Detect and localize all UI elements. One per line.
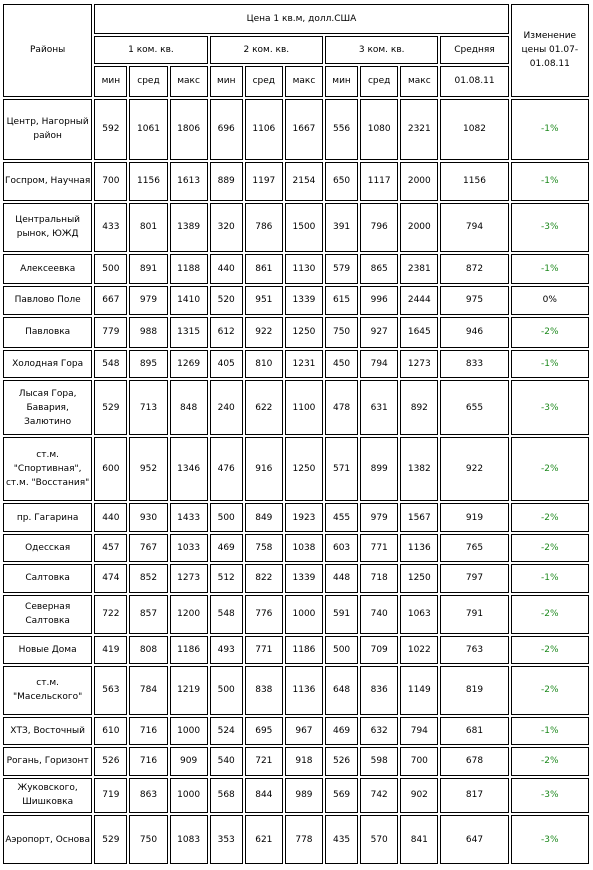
1room-min-cell: 526 [94, 747, 127, 775]
1room-avg-cell: 767 [129, 534, 167, 562]
sub-header-min: мин [94, 66, 127, 97]
district-cell: Лысая Гора, Бавария, Залютино [3, 380, 92, 435]
1room-max-cell: 1219 [170, 666, 208, 714]
average-header: Средняя [440, 36, 508, 64]
2room-max-cell: 1500 [285, 203, 323, 253]
3room-max-cell: 2444 [400, 286, 438, 316]
2room-min-cell: 696 [210, 99, 243, 160]
2room-min-cell: 240 [210, 380, 243, 435]
average-cell: 946 [440, 317, 508, 348]
average-date-header: 01.08.11 [440, 66, 508, 97]
1room-max-cell: 909 [170, 747, 208, 775]
sub-header-avg: сред [245, 66, 283, 97]
2room-max-cell: 1339 [285, 564, 323, 592]
1room-max-cell: 1613 [170, 162, 208, 201]
1room-max-cell: 1315 [170, 317, 208, 348]
2room-avg-cell: 916 [245, 437, 283, 501]
2room-max-cell: 778 [285, 815, 323, 864]
group-header-1room: 1 ком. кв. [94, 36, 207, 64]
group-header-3room: 3 ком. кв. [325, 36, 438, 64]
district-cell: Холодная Гора [3, 350, 92, 378]
3room-avg-cell: 1080 [360, 99, 398, 160]
2room-min-cell: 493 [210, 636, 243, 664]
average-cell: 678 [440, 747, 508, 775]
2room-min-cell: 512 [210, 564, 243, 592]
sub-header-max: макс [170, 66, 208, 97]
2room-max-cell: 1000 [285, 595, 323, 634]
1room-min-cell: 440 [94, 503, 127, 531]
1room-min-cell: 500 [94, 254, 127, 284]
average-cell: 975 [440, 286, 508, 316]
3room-max-cell: 2000 [400, 162, 438, 201]
3room-max-cell: 794 [400, 717, 438, 745]
1room-min-cell: 433 [94, 203, 127, 253]
2room-avg-cell: 844 [245, 778, 283, 814]
2room-min-cell: 568 [210, 778, 243, 814]
2room-max-cell: 918 [285, 747, 323, 775]
2room-avg-cell: 786 [245, 203, 283, 253]
2room-max-cell: 1038 [285, 534, 323, 562]
3room-min-cell: 469 [325, 717, 358, 745]
1room-min-cell: 779 [94, 317, 127, 348]
change-cell: -1% [511, 162, 589, 201]
3room-avg-cell: 598 [360, 747, 398, 775]
1room-avg-cell: 979 [129, 286, 167, 316]
2room-min-cell: 476 [210, 437, 243, 501]
1room-avg-cell: 988 [129, 317, 167, 348]
2room-max-cell: 1339 [285, 286, 323, 316]
district-cell: ст.м. "Масельского" [3, 666, 92, 714]
change-cell: -1% [511, 254, 589, 284]
district-cell: Госпром, Научная [3, 162, 92, 201]
1room-avg-cell: 895 [129, 350, 167, 378]
table-row [3, 380, 589, 435]
2room-avg-cell: 1197 [245, 162, 283, 201]
3room-max-cell: 700 [400, 747, 438, 775]
3room-avg-cell: 771 [360, 534, 398, 562]
3room-min-cell: 591 [325, 595, 358, 634]
1room-max-cell: 1273 [170, 564, 208, 592]
3room-avg-cell: 742 [360, 778, 398, 814]
2room-min-cell: 469 [210, 534, 243, 562]
2room-max-cell: 967 [285, 717, 323, 745]
3room-max-cell: 1567 [400, 503, 438, 531]
3room-min-cell: 615 [325, 286, 358, 316]
table-row [3, 717, 589, 745]
2room-max-cell: 1923 [285, 503, 323, 531]
2room-avg-cell: 621 [245, 815, 283, 864]
average-cell: 872 [440, 254, 508, 284]
3room-avg-cell: 709 [360, 636, 398, 664]
3room-avg-cell: 927 [360, 317, 398, 348]
change-cell: -1% [511, 350, 589, 378]
district-cell: Алексеевка [3, 254, 92, 284]
2room-min-cell: 440 [210, 254, 243, 284]
2room-max-cell: 1667 [285, 99, 323, 160]
3room-avg-cell: 979 [360, 503, 398, 531]
table-row [3, 254, 589, 284]
table-row [3, 564, 589, 592]
3room-max-cell: 1149 [400, 666, 438, 714]
districts-header: Районы [3, 4, 92, 97]
2room-min-cell: 540 [210, 747, 243, 775]
3room-min-cell: 455 [325, 503, 358, 531]
3room-max-cell: 1645 [400, 317, 438, 348]
1room-min-cell: 700 [94, 162, 127, 201]
2room-max-cell: 1100 [285, 380, 323, 435]
2room-min-cell: 500 [210, 503, 243, 531]
3room-avg-cell: 796 [360, 203, 398, 253]
average-cell: 919 [440, 503, 508, 531]
2room-min-cell: 548 [210, 595, 243, 634]
1room-avg-cell: 1061 [129, 99, 167, 160]
1room-min-cell: 722 [94, 595, 127, 634]
1room-max-cell: 1000 [170, 778, 208, 814]
3room-max-cell: 1136 [400, 534, 438, 562]
2room-avg-cell: 695 [245, 717, 283, 745]
2room-avg-cell: 721 [245, 747, 283, 775]
change-cell: -1% [511, 99, 589, 160]
3room-avg-cell: 1117 [360, 162, 398, 201]
3room-max-cell: 1022 [400, 636, 438, 664]
district-cell: Рогань, Горизонт [3, 747, 92, 775]
2room-max-cell: 2154 [285, 162, 323, 201]
average-cell: 655 [440, 380, 508, 435]
3room-max-cell: 2321 [400, 99, 438, 160]
3room-avg-cell: 865 [360, 254, 398, 284]
3room-avg-cell: 794 [360, 350, 398, 378]
1room-avg-cell: 1156 [129, 162, 167, 201]
1room-min-cell: 548 [94, 350, 127, 378]
average-cell: 1082 [440, 99, 508, 160]
average-cell: 833 [440, 350, 508, 378]
sub-header-max: макс [285, 66, 323, 97]
price-table [1, 2, 591, 866]
3room-avg-cell: 718 [360, 564, 398, 592]
district-cell: Жуковского, Шишковка [3, 778, 92, 814]
3room-max-cell: 841 [400, 815, 438, 864]
table-row [3, 317, 589, 348]
2room-min-cell: 320 [210, 203, 243, 253]
district-cell: Одесская [3, 534, 92, 562]
2room-min-cell: 524 [210, 717, 243, 745]
change-cell: -1% [511, 717, 589, 745]
district-cell: Аэропорт, Основа [3, 815, 92, 864]
average-cell: 794 [440, 203, 508, 253]
1room-max-cell: 1346 [170, 437, 208, 501]
average-cell: 763 [440, 636, 508, 664]
table-row [3, 350, 589, 378]
2room-max-cell: 989 [285, 778, 323, 814]
district-cell: ХТЗ, Восточный [3, 717, 92, 745]
1room-max-cell: 848 [170, 380, 208, 435]
table-row [3, 203, 589, 253]
table-row [3, 99, 589, 160]
average-cell: 817 [440, 778, 508, 814]
3room-avg-cell: 632 [360, 717, 398, 745]
price-title-header: Цена 1 кв.м, долл.США [94, 4, 508, 34]
average-cell: 647 [440, 815, 508, 864]
header-row-1 [3, 4, 589, 34]
1room-avg-cell: 716 [129, 717, 167, 745]
3room-min-cell: 603 [325, 534, 358, 562]
1room-max-cell: 1033 [170, 534, 208, 562]
3room-max-cell: 902 [400, 778, 438, 814]
change-cell: -2% [511, 317, 589, 348]
2room-avg-cell: 1106 [245, 99, 283, 160]
2room-min-cell: 500 [210, 666, 243, 714]
3room-avg-cell: 996 [360, 286, 398, 316]
district-cell: Северная Салтовка [3, 595, 92, 634]
1room-min-cell: 529 [94, 380, 127, 435]
2room-avg-cell: 849 [245, 503, 283, 531]
3room-min-cell: 391 [325, 203, 358, 253]
district-cell: Салтовка [3, 564, 92, 592]
3room-min-cell: 556 [325, 99, 358, 160]
1room-avg-cell: 952 [129, 437, 167, 501]
1room-min-cell: 667 [94, 286, 127, 316]
3room-avg-cell: 836 [360, 666, 398, 714]
1room-min-cell: 419 [94, 636, 127, 664]
1room-max-cell: 1200 [170, 595, 208, 634]
district-cell: пр. Гагарина [3, 503, 92, 531]
2room-max-cell: 1250 [285, 317, 323, 348]
3room-max-cell: 2381 [400, 254, 438, 284]
2room-avg-cell: 861 [245, 254, 283, 284]
3room-max-cell: 1382 [400, 437, 438, 501]
sub-header-max: макс [400, 66, 438, 97]
1room-min-cell: 610 [94, 717, 127, 745]
3room-min-cell: 571 [325, 437, 358, 501]
1room-min-cell: 529 [94, 815, 127, 864]
sub-header-min: мин [210, 66, 243, 97]
1room-min-cell: 592 [94, 99, 127, 160]
2room-min-cell: 612 [210, 317, 243, 348]
3room-max-cell: 1063 [400, 595, 438, 634]
3room-avg-cell: 631 [360, 380, 398, 435]
1room-min-cell: 600 [94, 437, 127, 501]
change-cell: -2% [511, 437, 589, 501]
3room-min-cell: 650 [325, 162, 358, 201]
3room-min-cell: 448 [325, 564, 358, 592]
1room-min-cell: 719 [94, 778, 127, 814]
table-row [3, 534, 589, 562]
table-row [3, 747, 589, 775]
1room-avg-cell: 863 [129, 778, 167, 814]
table-row [3, 595, 589, 634]
change-cell: -1% [511, 564, 589, 592]
2room-avg-cell: 776 [245, 595, 283, 634]
3room-max-cell: 1273 [400, 350, 438, 378]
1room-avg-cell: 808 [129, 636, 167, 664]
2room-max-cell: 1186 [285, 636, 323, 664]
change-cell: -2% [511, 747, 589, 775]
change-header: Изменение цены 01.07-01.08.11 [511, 4, 589, 97]
2room-avg-cell: 951 [245, 286, 283, 316]
change-cell: -3% [511, 815, 589, 864]
3room-max-cell: 1250 [400, 564, 438, 592]
3room-max-cell: 2000 [400, 203, 438, 253]
change-cell: -3% [511, 778, 589, 814]
3room-avg-cell: 570 [360, 815, 398, 864]
average-cell: 1156 [440, 162, 508, 201]
change-cell: -2% [511, 503, 589, 531]
change-cell: 0% [511, 286, 589, 316]
group-header-2room: 2 ком. кв. [210, 36, 323, 64]
2room-avg-cell: 810 [245, 350, 283, 378]
2room-max-cell: 1250 [285, 437, 323, 501]
2room-avg-cell: 838 [245, 666, 283, 714]
table-row [3, 286, 589, 316]
1room-min-cell: 563 [94, 666, 127, 714]
1room-max-cell: 1410 [170, 286, 208, 316]
3room-max-cell: 892 [400, 380, 438, 435]
3room-min-cell: 450 [325, 350, 358, 378]
1room-avg-cell: 716 [129, 747, 167, 775]
change-cell: -2% [511, 534, 589, 562]
2room-min-cell: 889 [210, 162, 243, 201]
2room-avg-cell: 822 [245, 564, 283, 592]
district-cell: Центр, Нагорный район [3, 99, 92, 160]
3room-min-cell: 648 [325, 666, 358, 714]
change-cell: -3% [511, 380, 589, 435]
1room-max-cell: 1186 [170, 636, 208, 664]
1room-min-cell: 474 [94, 564, 127, 592]
1room-avg-cell: 857 [129, 595, 167, 634]
sub-header-min: мин [325, 66, 358, 97]
table-row [3, 162, 589, 201]
2room-min-cell: 353 [210, 815, 243, 864]
1room-avg-cell: 852 [129, 564, 167, 592]
average-cell: 791 [440, 595, 508, 634]
1room-avg-cell: 713 [129, 380, 167, 435]
average-cell: 765 [440, 534, 508, 562]
1room-max-cell: 1389 [170, 203, 208, 253]
table-row [3, 503, 589, 531]
1room-max-cell: 1083 [170, 815, 208, 864]
3room-avg-cell: 899 [360, 437, 398, 501]
table-row [3, 636, 589, 664]
1room-max-cell: 1433 [170, 503, 208, 531]
sub-header-avg: сред [129, 66, 167, 97]
2room-max-cell: 1136 [285, 666, 323, 714]
average-cell: 681 [440, 717, 508, 745]
2room-max-cell: 1130 [285, 254, 323, 284]
1room-max-cell: 1806 [170, 99, 208, 160]
1room-avg-cell: 750 [129, 815, 167, 864]
district-cell: Павловка [3, 317, 92, 348]
change-cell: -2% [511, 595, 589, 634]
change-cell: -2% [511, 666, 589, 714]
2room-min-cell: 405 [210, 350, 243, 378]
table-row [3, 815, 589, 864]
average-cell: 797 [440, 564, 508, 592]
district-cell: Центральный рынок, ЮЖД [3, 203, 92, 253]
3room-avg-cell: 740 [360, 595, 398, 634]
3room-min-cell: 750 [325, 317, 358, 348]
1room-min-cell: 457 [94, 534, 127, 562]
change-cell: -2% [511, 636, 589, 664]
2room-avg-cell: 771 [245, 636, 283, 664]
1room-avg-cell: 930 [129, 503, 167, 531]
1room-max-cell: 1188 [170, 254, 208, 284]
1room-max-cell: 1269 [170, 350, 208, 378]
change-cell: -3% [511, 203, 589, 253]
district-cell: Новые Дома [3, 636, 92, 664]
table-row [3, 437, 589, 501]
2room-max-cell: 1231 [285, 350, 323, 378]
2room-avg-cell: 922 [245, 317, 283, 348]
table-row [3, 666, 589, 714]
2room-avg-cell: 758 [245, 534, 283, 562]
2room-avg-cell: 622 [245, 380, 283, 435]
district-cell: Павлово Поле [3, 286, 92, 316]
district-cell: ст.м. "Спортивная", ст.м. "Восстания" [3, 437, 92, 501]
3room-min-cell: 526 [325, 747, 358, 775]
1room-avg-cell: 891 [129, 254, 167, 284]
3room-min-cell: 435 [325, 815, 358, 864]
average-cell: 819 [440, 666, 508, 714]
3room-min-cell: 569 [325, 778, 358, 814]
average-cell: 922 [440, 437, 508, 501]
2room-min-cell: 520 [210, 286, 243, 316]
sub-header-avg: сред [360, 66, 398, 97]
table-row [3, 778, 589, 814]
1room-avg-cell: 801 [129, 203, 167, 253]
3room-min-cell: 500 [325, 636, 358, 664]
1room-avg-cell: 784 [129, 666, 167, 714]
1room-max-cell: 1000 [170, 717, 208, 745]
3room-min-cell: 478 [325, 380, 358, 435]
3room-min-cell: 579 [325, 254, 358, 284]
